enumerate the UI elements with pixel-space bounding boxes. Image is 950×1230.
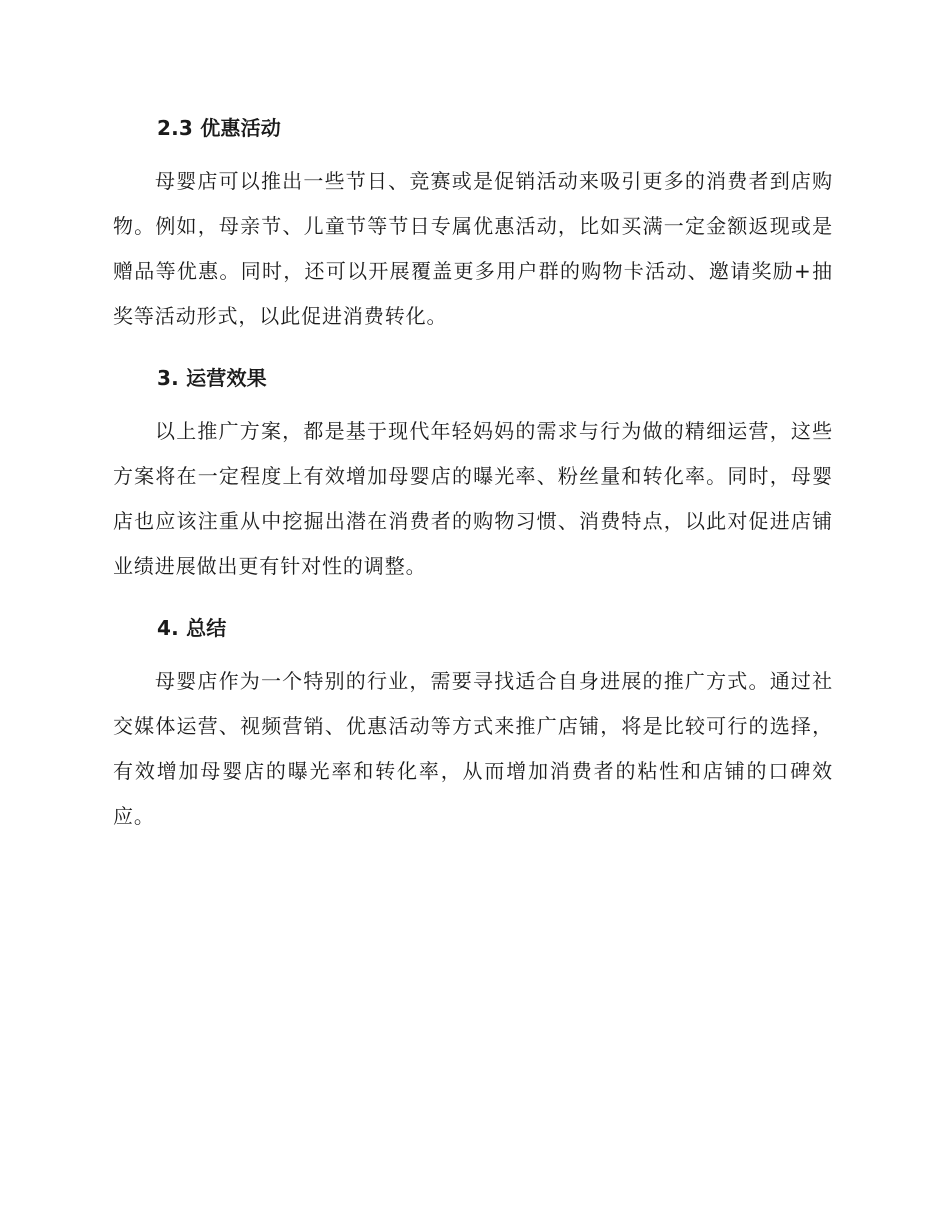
section-paragraph: 母婴店作为一个特别的行业，需要寻找适合自身进展的推广方式。通过社交媒体运营、视频营销、优惠活动等方式来推广店铺，将是比较可行的选择，有效增加母婴店的曝光率和转化率，从而增加消费者的粘性和店铺的口碑效应。 bbox=[113, 669, 833, 828]
section-paragraph: 母婴店可以推出一些节日、竞赛或是促销活动来吸引更多的消费者到店购物。例如，母亲节、儿童节等节日专属优惠活动，比如买满一定金额返现或是赠品等优惠。同时，还可以开展覆盖更多用户群的购物卡活动、邀请奖励+抽奖等活动形式，以此促进消费转化。 bbox=[113, 169, 833, 328]
section-heading: 4. 总结 bbox=[157, 616, 227, 640]
section-paragraph: 以上推广方案，都是基于现代年轻妈妈的需求与行为做的精细运营，这些方案将在一定程度上有效增加母婴店的曝光率、粉丝量和转化率。同时，母婴店也应该注重从中挖掘出潜在消费者的购物习惯、消费特点，以此对促进店铺业绩进展做出更有针对性的调整。 bbox=[113, 419, 833, 578]
section-heading: 3. 运营效果 bbox=[157, 366, 267, 390]
section-promotions bbox=[113, 114, 833, 339]
section-operation-results bbox=[113, 364, 833, 589]
section-summary bbox=[113, 614, 833, 839]
section-heading: 2.3 优惠活动 bbox=[157, 116, 281, 140]
